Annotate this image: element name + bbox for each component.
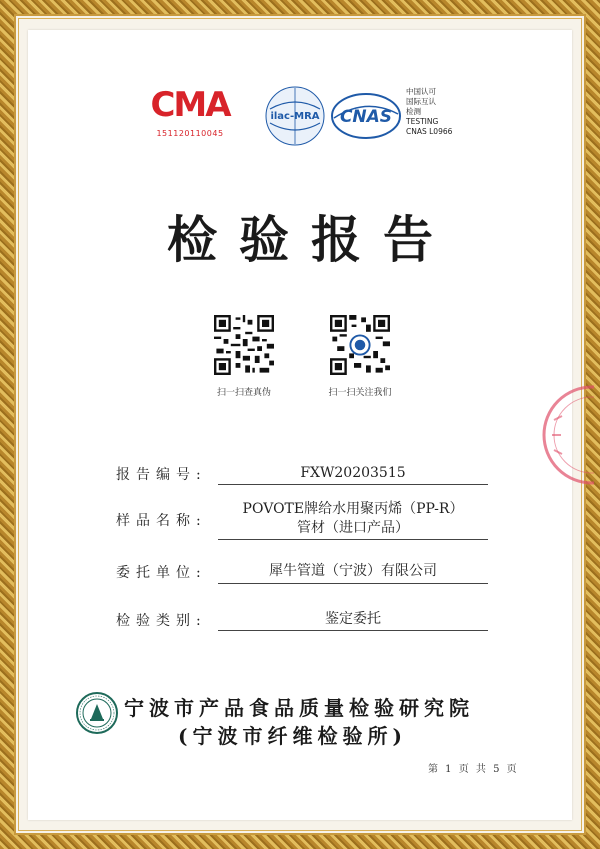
ilac-text: ilac-MRA: [270, 111, 320, 122]
qr-caption-follow: 扫一扫关注我们: [328, 388, 392, 398]
report-number-label: 报告编号:: [116, 467, 207, 483]
qr-caption-verify: 扫一扫查真伪: [216, 388, 271, 398]
cma-logo-text: CMA: [150, 85, 230, 125]
field-underline: [218, 539, 488, 540]
category-label: 检验类别:: [116, 613, 207, 629]
cma-logo: [148, 85, 232, 147]
report-title: 检验报告: [167, 210, 455, 269]
field-underline: [218, 630, 488, 631]
cma-number: 151120110045: [156, 129, 224, 138]
qr-code-icon[interactable]: [330, 315, 390, 375]
sample-name-label: 样品名称:: [116, 513, 207, 529]
sample-name-value-line1: POVOTE牌给水用聚丙烯（PP-R）: [242, 501, 464, 517]
certificate-page: [28, 30, 572, 820]
client-label: 委托单位:: [116, 565, 207, 581]
cnas-side-line: TESTING: [406, 117, 439, 126]
cnas-accreditation-text: [406, 87, 476, 137]
report-number-value: FXW20203515: [300, 465, 406, 481]
page-indicator: 第 1 页 共 5 页: [428, 764, 519, 775]
cnas-side-line: 国际互认: [406, 97, 436, 106]
cnas-side-line: 中国认可: [406, 87, 436, 96]
cnas-side-line: 检测: [406, 107, 421, 116]
ilac-mra-logo: [264, 85, 326, 147]
cnas-text: CNAS: [339, 107, 393, 127]
field-underline: [218, 583, 488, 584]
cnas-logo: [330, 91, 402, 141]
cnas-side-line: CNAS L0966: [406, 127, 453, 136]
institute-seal-icon: [76, 692, 118, 734]
category-value: 鉴定委托: [325, 611, 381, 627]
institute-sub-name: (宁波市纤维检验所): [178, 724, 407, 748]
field-underline: [218, 484, 488, 485]
client-value: 犀牛管道（宁波）有限公司: [269, 563, 437, 579]
accreditation-logos: [28, 85, 572, 175]
qr-code-icon[interactable]: [214, 315, 274, 375]
red-seal-stamp-icon: [534, 380, 594, 490]
sample-name-value-line2: 管材（进口产品）: [297, 520, 409, 536]
institute-name: 宁波市产品食品质量检验研究院: [124, 696, 474, 720]
